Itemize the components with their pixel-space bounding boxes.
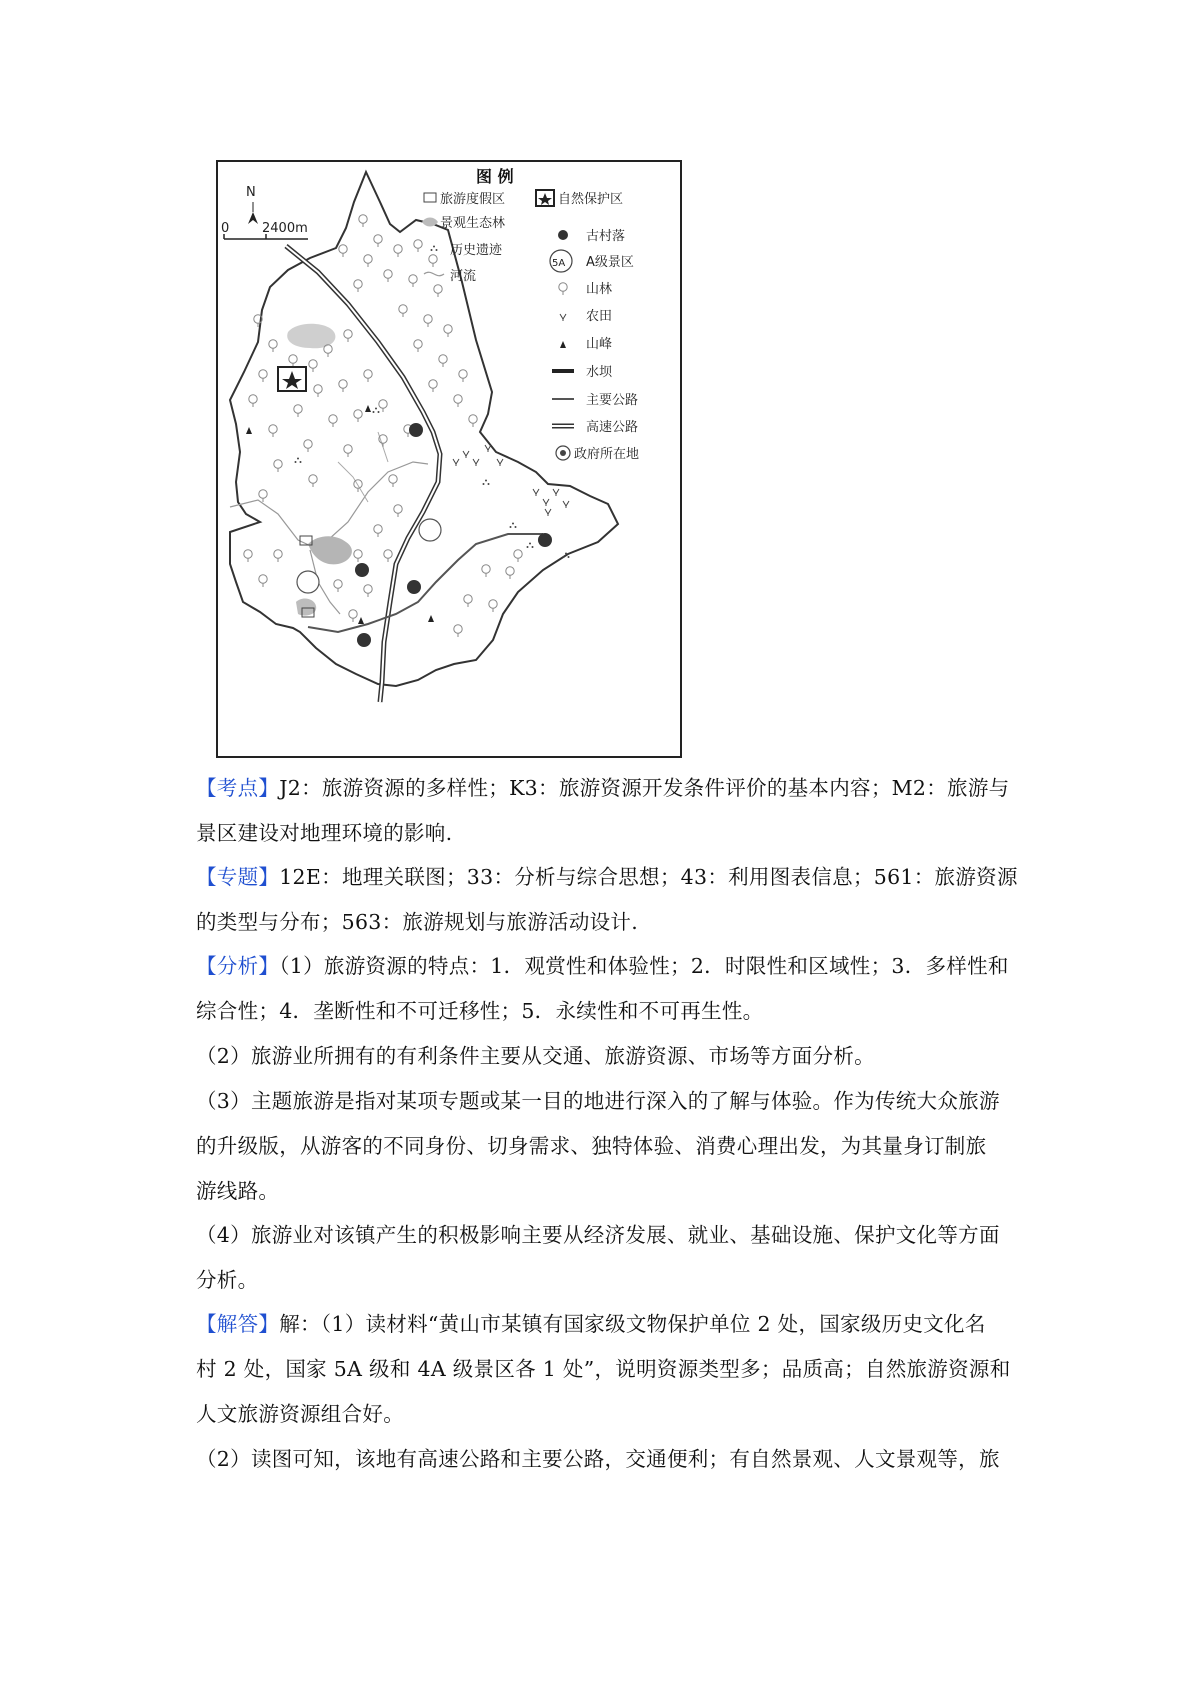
legend-farmland: 农田 bbox=[586, 309, 613, 324]
jieda-line-1: 解：（1）读材料“黄山市某镇有国家级文物保护单位 2 处，国家级历史文化名 bbox=[279, 1312, 986, 1336]
section-fenxi bbox=[196, 944, 1026, 1034]
fenxi-line-1: （1）旅游资源的特点：1．观赏性和体验性；2．时限性和区域性；3．多样性和 bbox=[279, 954, 1009, 978]
map-figure bbox=[216, 160, 682, 758]
river-icon bbox=[424, 272, 444, 275]
tag-kaodian: 【考点】 bbox=[196, 776, 280, 800]
scale-distance: 2400m bbox=[262, 221, 308, 236]
reservoir bbox=[308, 536, 352, 564]
fenxi-p3-line-3: 游线路。 bbox=[196, 1179, 280, 1203]
section-zhuanti bbox=[196, 855, 1026, 945]
legend-highway: 高速公路 bbox=[586, 420, 639, 435]
fenxi-paragraph-2 bbox=[196, 1034, 1026, 1079]
farmland-symbols bbox=[453, 445, 569, 516]
legend-forest: 山林 bbox=[586, 282, 613, 297]
legend-a-scenic: A级景区 bbox=[586, 255, 634, 270]
legend-resort: 旅游度假区 bbox=[440, 192, 506, 207]
fenxi-p3-line-2: 的升级版，从游客的不同身份、切身需求、独特体验、消费心理出发，为其量身订制旅 bbox=[196, 1134, 987, 1158]
zhuanti-line-1: 12E：地理关联图；33：分析与综合思想；43：利用图表信息；561：旅游资源 bbox=[279, 865, 1018, 889]
village-icon bbox=[558, 230, 568, 240]
legend-village: 古村落 bbox=[586, 229, 626, 244]
farmland-icon bbox=[560, 314, 566, 321]
reservoir-south bbox=[296, 599, 316, 616]
fenxi-p4-line-2: 分析。 bbox=[196, 1268, 259, 1292]
forest-icon bbox=[559, 283, 567, 295]
nature-reserve-symbol bbox=[278, 367, 306, 391]
fenxi-paragraph-4 bbox=[196, 1213, 1026, 1303]
scale-zero: 0 bbox=[221, 221, 230, 236]
fenxi-p3-line-1: （3）主题旅游是指对某项专题或某一目的地进行深入的了解与体验。作为传统大众旅游 bbox=[196, 1089, 1000, 1113]
legend-5a-badge: 5A bbox=[552, 258, 566, 269]
jieda-line-2: 村 2 处，国家 5A 级和 4A 级景区各 1 处”，说明资源类型多；品质高；自然旅游资源和 bbox=[196, 1357, 1011, 1381]
fenxi-line-2: 综合性；4．垄断性和不可迁移性；5．永续性和不可再生性。 bbox=[196, 999, 764, 1023]
kaodian-line-1: J2：旅游资源的多样性；K3：旅游资源开发条件评价的基本内容；M2：旅游与 bbox=[279, 776, 1010, 800]
north-label: N bbox=[246, 185, 256, 200]
fenxi-paragraph-3 bbox=[196, 1079, 1026, 1214]
legend-historic: 历史遗迹 bbox=[450, 243, 503, 258]
section-kaodian bbox=[196, 766, 1026, 856]
legend-title: 图 例 bbox=[476, 167, 514, 186]
resort-icon bbox=[424, 193, 436, 202]
peak-symbols bbox=[246, 405, 434, 624]
jieda-p2-line-1: （2）读图可知，该地有高速公路和主要公路，交通便利；有自然景观、人文景观等，旅 bbox=[196, 1447, 1000, 1471]
kaodian-line-2: 景区建设对地理环境的影响. bbox=[196, 821, 453, 845]
legend-dam: 水坝 bbox=[586, 365, 613, 380]
fenxi-p2-line-1: （2）旅游业所拥有的有利条件主要从交通、旅游资源、市场等方面分析。 bbox=[196, 1044, 875, 1068]
legend-government-seat: 政府所在地 bbox=[574, 447, 640, 462]
zhuanti-line-2: 的类型与分布；563：旅游规划与旅游活动设计. bbox=[196, 910, 639, 934]
map-legend bbox=[422, 167, 639, 462]
legend-river: 河流 bbox=[450, 269, 477, 284]
map-canvas bbox=[218, 162, 684, 760]
legend-eco-forest: 景观生态林 bbox=[440, 216, 506, 231]
section-jieda bbox=[196, 1302, 1026, 1437]
forest-symbols bbox=[244, 215, 522, 637]
legend-nature-reserve: 自然保护区 bbox=[558, 192, 624, 207]
jieda-line-3: 人文旅游资源组合好。 bbox=[196, 1402, 404, 1426]
tag-zhuanti: 【专题】 bbox=[196, 865, 280, 889]
jieda-paragraph-2 bbox=[196, 1437, 1026, 1482]
tag-jieda: 【解答】 bbox=[196, 1312, 280, 1336]
legend-main-road: 主要公路 bbox=[586, 393, 639, 408]
tag-fenxi: 【分析】 bbox=[196, 954, 280, 978]
fenxi-p4-line-1: （4）旅游业对该镇产生的积极影响主要从经济发展、就业、基础设施、保护文化等方面 bbox=[196, 1223, 1000, 1247]
legend-peak: 山峰 bbox=[586, 337, 613, 352]
historic-icon bbox=[431, 246, 438, 252]
peak-icon bbox=[560, 341, 566, 348]
north-arrow bbox=[248, 202, 258, 224]
